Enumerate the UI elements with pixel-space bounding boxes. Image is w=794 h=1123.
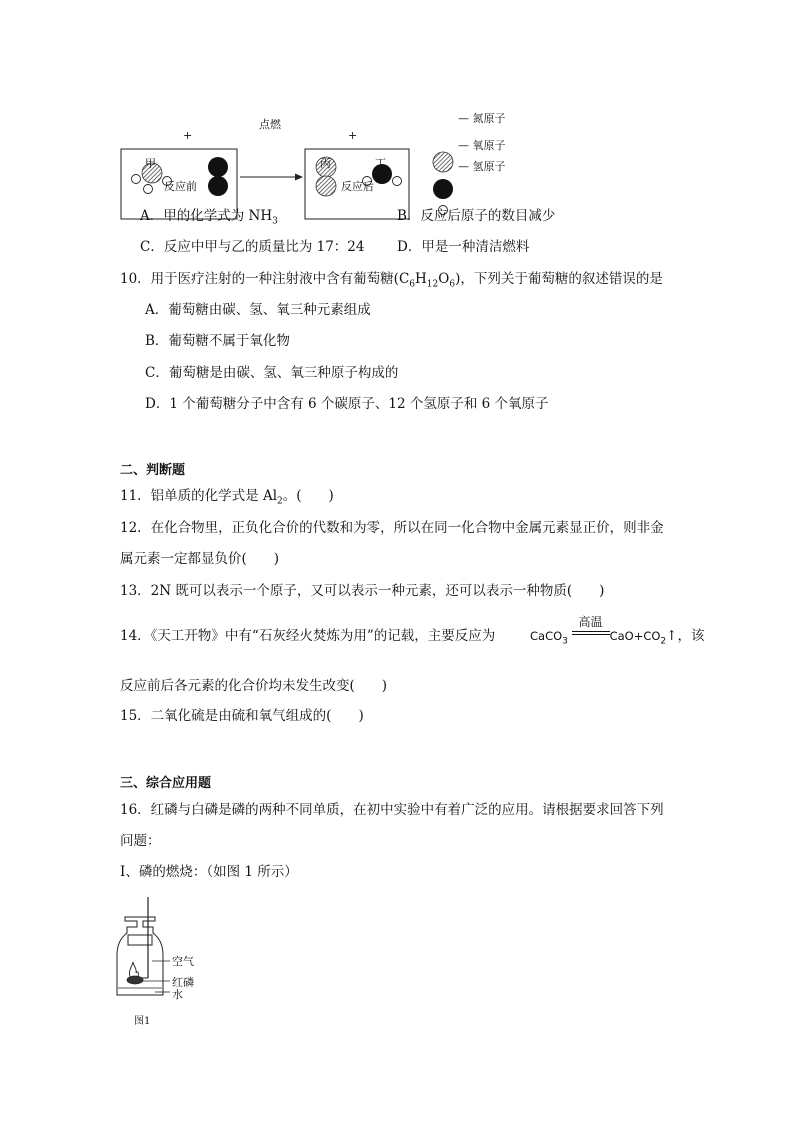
combustion-spoon xyxy=(127,976,143,984)
q10-stem: 10．用于医疗注射的一种注射液中含有葡萄糖$(C_6H_{12}O_6)$，下列关于葡萄糖的叙述错误的是 xyxy=(120,271,663,290)
figure1-apparatus xyxy=(115,895,225,1025)
q10-option-b: B．葡萄糖不属于氧化物 xyxy=(145,333,290,349)
q12-line2: 属元素一定都显负价( ) xyxy=(120,551,280,567)
hydrogen-atom xyxy=(393,177,402,186)
legend-oxygen-atom xyxy=(433,179,453,199)
q16-line2: 问题： xyxy=(120,833,161,849)
q16-line1: 16．红磷与白磷是磷的两种不同单质，在初中实验中有着广泛的应用。请根据要求回答下列 xyxy=(120,802,664,818)
legend-oxygen: — 氧原子 xyxy=(458,139,506,152)
section2-title: 二、判断题 xyxy=(120,463,186,478)
figure1-caption: 图1 xyxy=(134,1016,151,1027)
q14-equation: CaCO$_3$ 高温 $CaO+CO_2↑$，该 xyxy=(530,615,705,647)
q14-line2: 反应前后各元素的化合价均未发生改变( ) xyxy=(120,678,388,694)
legend-nitrogen: — 氮原子 xyxy=(458,112,506,125)
part1-heading: Ⅰ、磷的燃烧：（如图 1 所示） xyxy=(120,864,298,880)
q10-option-a: A．葡萄糖由碳、氢、氧三种元素组成 xyxy=(145,302,371,318)
q10-option-c: C．葡萄糖是由碳、氢、氧三种原子构成的 xyxy=(145,365,399,381)
q15: 15．二氧化硫是由硫和氧气组成的( ) xyxy=(120,708,364,724)
q11: 11．铝单质的化学式是 $Al_2$。( ) xyxy=(120,488,334,507)
q9-option-b: B．反应后原子的数目减少 xyxy=(397,208,556,224)
before-caption: 反应前 xyxy=(164,180,197,193)
q10-option-d: D．1 个葡萄糖分子中含有 6 个碳原子、12 个氢原子和 6 个氧原子 xyxy=(145,396,549,412)
reaction-diagram xyxy=(0,90,794,290)
oxygen-atom xyxy=(208,176,228,196)
arrow-head-icon xyxy=(295,174,303,181)
label-yi: 乙 xyxy=(210,157,221,170)
q9-option-c: C．反应中甲与乙的质量比为 17：24 xyxy=(140,239,365,255)
label-water: 水 xyxy=(172,988,183,1001)
nitrogen-atom xyxy=(316,176,336,196)
q13: 13．2N 既可以表示一个原子，又可以表示一种元素，还可以表示一种物质( ) xyxy=(120,583,605,599)
label-red-phosphorus: 红磷 xyxy=(172,976,194,989)
legend-nitrogen-atom xyxy=(433,152,453,172)
q9-option-a: A．甲的化学式为 $NH_3$ xyxy=(140,208,278,227)
label-plus-before: + xyxy=(183,129,193,142)
label-plus-after: + xyxy=(348,129,358,142)
q14-line1: 14．《天工开物》中有“石灰经火焚炼为用”的记载，主要反应为 xyxy=(120,628,496,644)
after-caption: 反应后 xyxy=(341,180,374,193)
q12-line1: 12．在化合物里，正负化合价的代数和为零，所以在同一化合物中金属元素显正价，则非金 xyxy=(120,520,664,536)
flame-icon xyxy=(129,962,138,977)
label-air: 空气 xyxy=(172,955,194,968)
label-ding: 丁 xyxy=(375,157,386,170)
section3-title: 三、综合应用题 xyxy=(120,776,212,791)
legend-hydrogen: — 氢原子 xyxy=(458,160,506,173)
q9-option-d: D．甲是一种清洁燃料 xyxy=(397,239,530,255)
arrow-label: 点燃 xyxy=(259,118,281,131)
hydrogen-atom xyxy=(144,185,153,194)
label-jia: 甲 xyxy=(145,157,156,170)
label-bing: 丙 xyxy=(320,157,331,170)
equation-bar xyxy=(572,631,610,635)
reaction-condition: 高温 xyxy=(578,615,603,629)
hydrogen-atom xyxy=(132,175,141,184)
